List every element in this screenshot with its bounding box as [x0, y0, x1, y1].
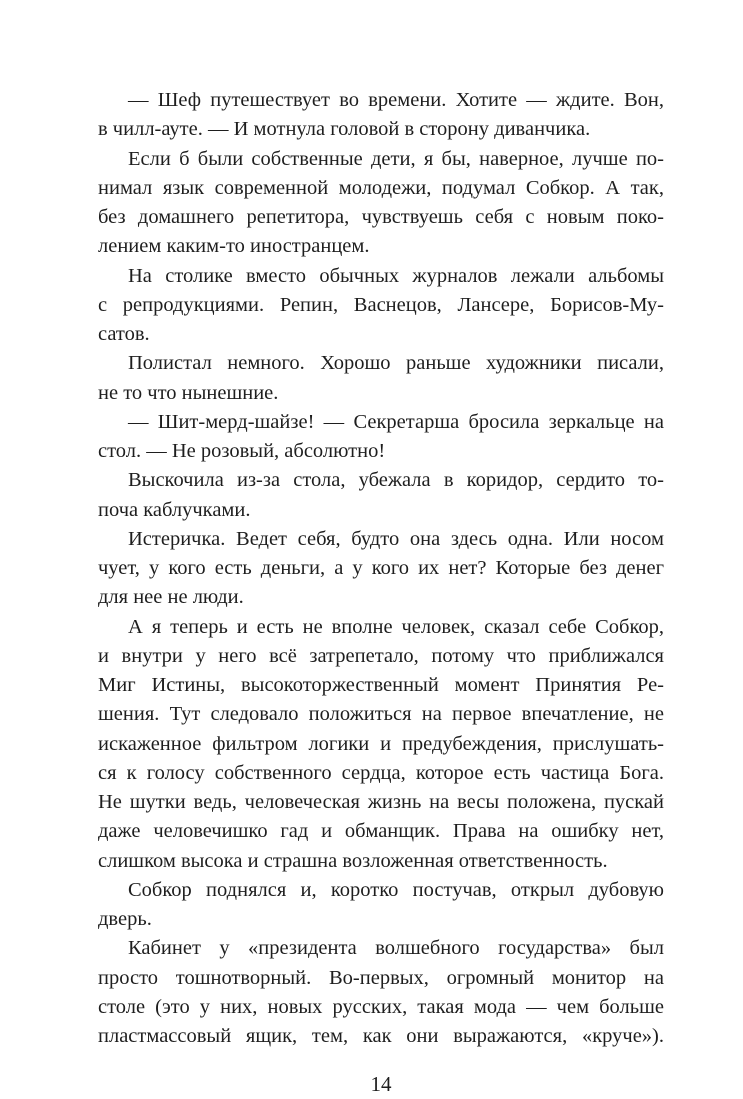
text-line: пластмассовый ящик, тем, как они выражаются, «круче»). [98, 1025, 664, 1047]
text-line: А я теперь и есть не вполне человек, сказал себе Собкор, [128, 615, 664, 638]
text-line: слишком высока и страшна возложенная ответственность. [98, 849, 608, 872]
paragraph [98, 613, 664, 876]
text-line: лением каким-то иностранцем. [98, 235, 370, 258]
text-line: На столике вместо обычных журналов лежали альбомы [128, 264, 664, 287]
text-line: — Шеф путешествует во времени. Хотите — ждите. Вон, [128, 89, 664, 111]
text-line: Не шутки ведь, человеческая жизнь на весы положена, пускай [98, 791, 664, 813]
text-line: Собкор поднялся и, коротко постучав, открыл дубовую [128, 878, 664, 901]
text-line: в чилл-ауте. — И мотнула головой в сторону диванчика. [98, 118, 591, 141]
text-line: и внутри у него всё затрепетало, потому что приближался [98, 644, 664, 667]
page-number: 14 [370, 1072, 392, 1097]
paragraph [98, 934, 664, 1051]
text-line: с репродукциями. Репин, Васнецов, Лансере, Борисов-Му- [98, 293, 664, 316]
text-line: поча каблучками. [98, 498, 251, 521]
text-line: Кабинет у «президента волшебного государства» был [128, 937, 664, 960]
paragraph [98, 86, 664, 145]
paragraph [98, 525, 664, 613]
text-line: нимал язык современной молодежи, подумал Собкор. А так, [98, 176, 664, 199]
paragraph [98, 408, 664, 467]
text-line: Истеричка. Ведет себя, будто она здесь одна. Или носом [128, 527, 664, 550]
text-line: даже человечишко гад и обманщик. Права на ошибку нет, [98, 820, 664, 843]
text-line: столе (это у них, новых русских, такая мода — чем больше [98, 995, 664, 1018]
page-body-text [98, 86, 664, 1051]
text-line: сатов. [98, 323, 150, 345]
text-line: дверь. [98, 908, 152, 930]
text-line: для нее не люди. [98, 586, 244, 609]
text-line: просто тошнотворный. Во-первых, огромный монитор на [98, 966, 664, 989]
paragraph [98, 262, 664, 350]
paragraph [98, 466, 664, 525]
paragraph [98, 876, 664, 935]
text-line: не то что нынешние. [98, 381, 279, 404]
text-line: ся к голосу собственного сердца, которое есть частица Бога. [98, 761, 664, 784]
paragraph [98, 145, 664, 262]
text-line: шения. Тут следовало положиться на первое впечатление, не [98, 703, 664, 726]
text-line: Миг Истины, высокоторжественный момент Принятия Ре- [98, 674, 664, 696]
page [98, 86, 664, 1099]
text-line: Если б были собственные дети, я бы, наверное, лучше по- [128, 147, 664, 170]
text-line: стол. — Не розовый, абсолютно! [98, 440, 386, 462]
text-line: искаженное фильтром логики и предубеждения, прислушать- [98, 732, 664, 755]
text-line: — Шит-мерд-шайзе! — Секретарша бросила зеркальце на [128, 410, 664, 433]
text-line: Полистал немного. Хорошо раньше художники писали, [128, 352, 664, 375]
text-line: Выскочила из-за стола, убежала в коридор, сердито то- [128, 469, 664, 492]
text-line: чует, у кого есть деньги, а у кого их нет? Которые без денег [98, 557, 664, 579]
paragraph [98, 349, 664, 408]
text-line: без домашнего репетитора, чувствуешь себя с новым поко- [98, 206, 664, 228]
